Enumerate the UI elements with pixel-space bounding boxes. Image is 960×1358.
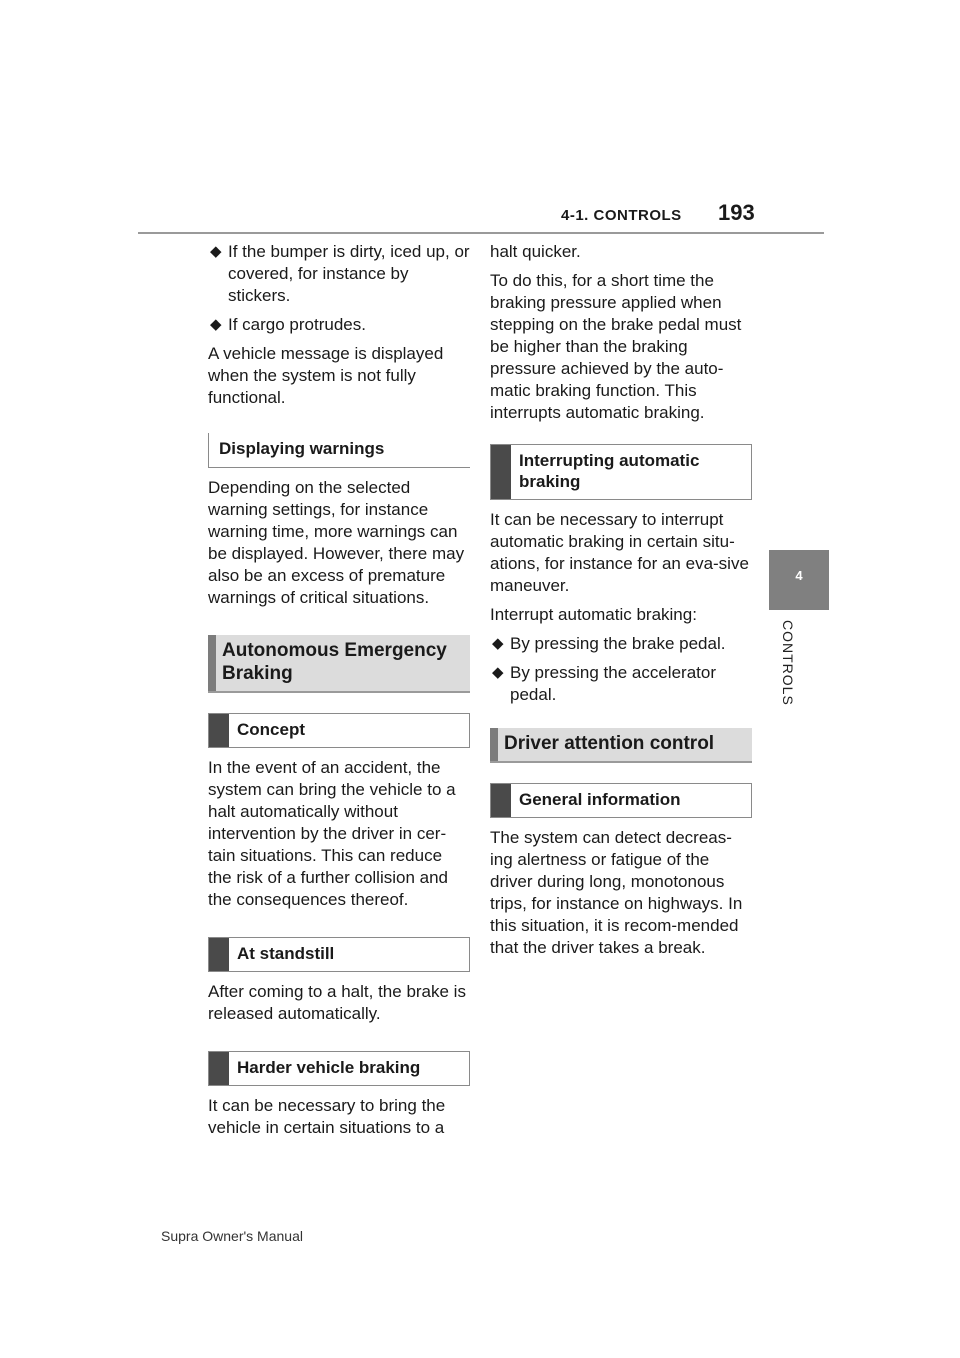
heading-accent-bar [491,784,511,817]
bullet-icon: ◆ [210,243,222,260]
bullet-icon: ◆ [492,635,504,652]
heading-concept: Concept [208,713,470,748]
heading-displaying-warnings: Displaying warnings [208,433,470,468]
list-item: ◆ If the bumper is dirty, iced up, or covered, for instance by stickers. [210,242,470,305]
paragraph: To do this, for a short time the braking pressure applied when stepping on the brake pedal must be higher than the braking pressure achieved by the auto-matic braking function. This interrupts automatic braking. [490,271,742,422]
heading-accent-bar [209,714,229,747]
heading-accent-bar [209,1052,229,1085]
list-item: ◆ If cargo protrudes. [210,315,366,334]
footer-manual-title: Supra Owner's Manual [161,1228,303,1244]
paragraph: It can be necessary to bring the vehicle in certain situations to a [208,1096,446,1137]
heading-driver-attention-control: Driver attention control [490,728,752,763]
chapter-tab[interactable] [769,550,829,610]
right-column [490,241,752,966]
header-divider [138,232,824,234]
paragraph: It can be necessary to interrupt automatic braking in certain situ-ations, for instance for an eva-sive maneuver. [490,510,749,595]
page-number: 193 [718,200,755,225]
heading-general-information: General information [490,783,752,818]
bullet-icon: ◆ [492,664,504,681]
chapter-label: CONTROLS [780,620,796,706]
heading-harder-vehicle-braking: Harder vehicle braking [208,1051,470,1086]
heading-interrupting-automatic-braking: Interrupting automatic braking [490,444,752,500]
heading-accent-bar [491,445,511,499]
paragraph: After coming to a halt, the brake is released automatically. [208,982,466,1023]
chapter-number: 4 [795,568,803,583]
heading-accent-bar [209,938,229,971]
bullet-icon: ◆ [210,316,222,333]
section-title: 4-1. CONTROLS [561,207,682,224]
paragraph: halt quicker. [490,242,581,261]
paragraph: A vehicle message is displayed when the system is not fully functional. [208,344,444,407]
heading-at-standstill: At standstill [208,937,470,972]
list-item: ◆ By pressing the accelerator pedal. [492,663,716,704]
paragraph: In the event of an accident, the system can bring the vehicle to a halt automatically without intervention by the driver in cer-tain situations. This can reduce the risk of a further collision and the consequences thereof. [208,758,456,909]
list-item: ◆ By pressing the brake pedal. [492,634,726,653]
paragraph: The system can detect decreas-ing alertness or fatigue of the driver during long, monotonous trips, for instance on highways. In this situation, it is recom-mended that the driver takes a break. [490,828,743,957]
left-column [208,241,470,1146]
paragraph: Interrupt automatic braking: [490,605,697,624]
heading-accent-bar [208,635,216,691]
heading-accent-bar [490,728,498,761]
paragraph: Depending on the selected warning settings, for instance warning time, more warnings can be displayed. However, there may also be an excess of premature warnings of critical situations. [208,478,465,607]
heading-autonomous-emergency-braking: Autonomous Emergency Braking [208,635,470,693]
